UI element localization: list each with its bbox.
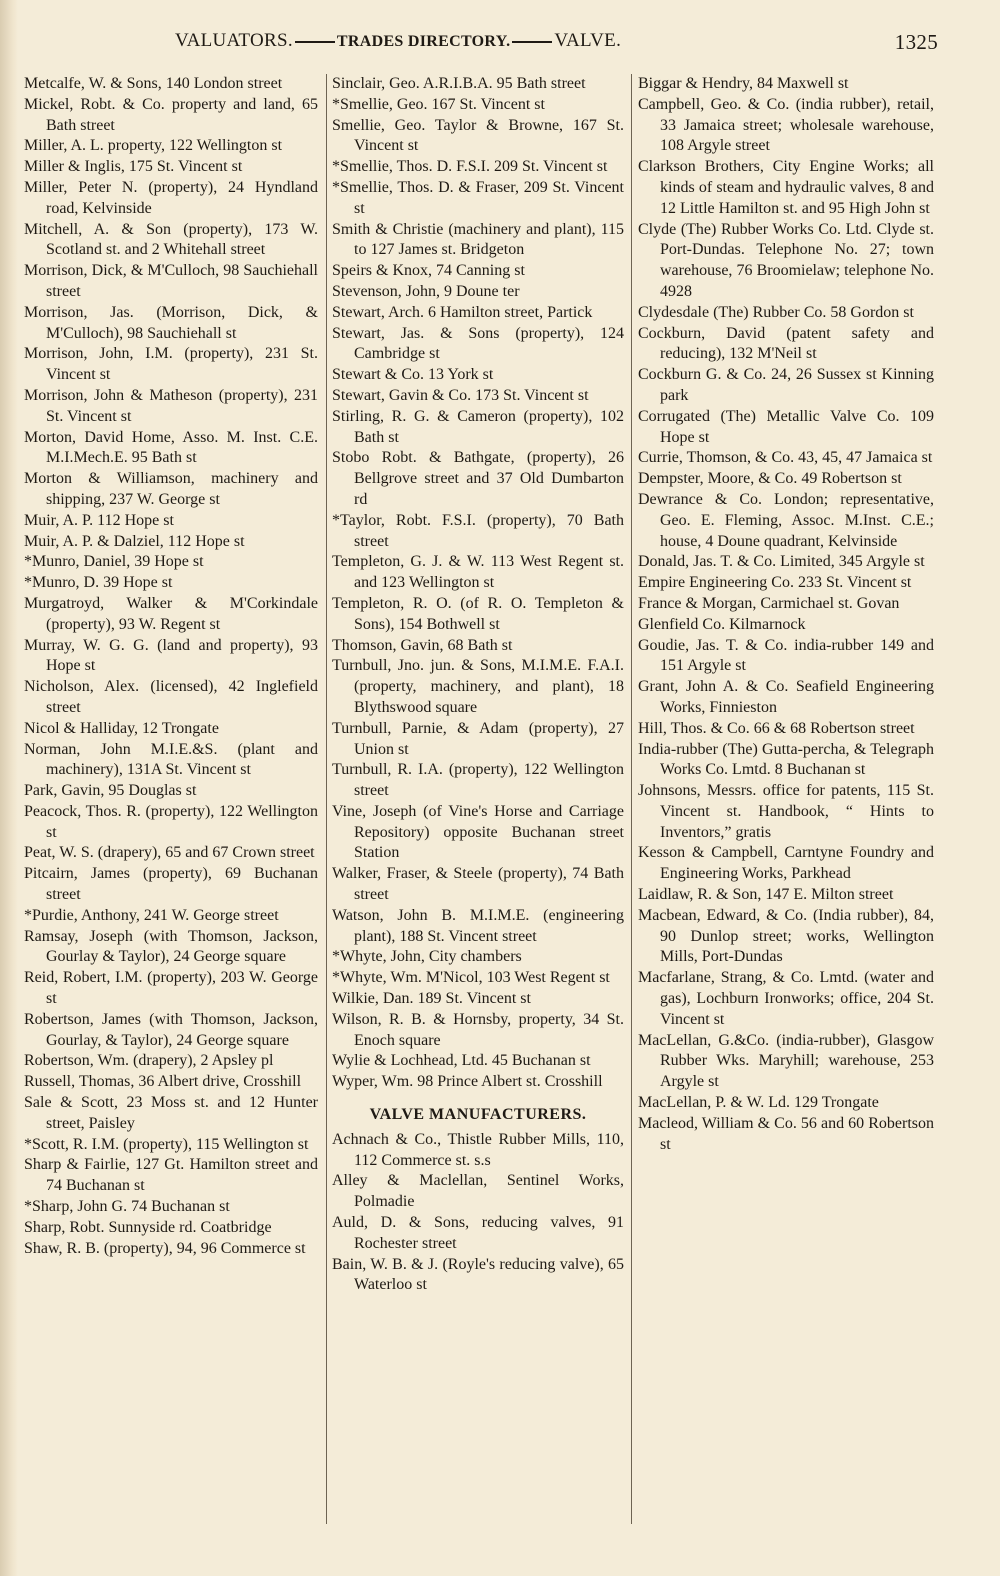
directory-entry: Templeton, G. J. & W. 113 West Regent st. and 123 Wellington st (332, 553, 624, 592)
header-rule (295, 41, 335, 43)
directory-entry: Wyper, Wm. 98 Prince Albert st. Crosshill (332, 1073, 603, 1091)
directory-entry: Bain, W. B. & J. (Royle's reducing valve), 65 Waterloo st (332, 1255, 624, 1294)
directory-entry: Turnbull, Parnie, & Adam (property), 27 Union st (332, 719, 624, 758)
directory-entry: *Scott, R. I.M. (property), 115 Wellington st (24, 1135, 309, 1153)
directory-entry: Cockburn G. & Co. 24, 26 Sussex st Kinning park (638, 366, 934, 404)
directory-entry: Donald, Jas. T. & Co. Limited, 345 Argyle st (638, 553, 925, 571)
running-header (175, 30, 938, 60)
directory-entry: *Taylor, Robt. F.S.I. (property), 70 Bath street (332, 511, 624, 550)
directory-entry: Morton, David Home, Asso. M. Inst. C.E. M.I.Mech.E. 95 Bath st (24, 428, 318, 467)
directory-entry: Macbean, Edward, & Co. (India rubber), 84, 90 Dunlop street; works, Wellington Mills, Port-Dundas (638, 906, 934, 966)
directory-entry: *Smellie, Thos. D. F.S.I. 209 St. Vincent st (332, 158, 608, 176)
directory-entry: Kesson & Campbell, Carntyne Foundry and Engineering Works, Parkhead (638, 844, 934, 883)
directory-entry: Sharp & Fairlie, 127 Gt. Hamilton street and 74 Buchanan st (24, 1156, 318, 1195)
directory-entry: Walker, Fraser, & Steele (property), 74 Bath street (332, 865, 624, 904)
directory-entry: Russell, Thomas, 36 Albert drive, Crosshill (24, 1073, 302, 1091)
section-heading: VALVE MANUFACTURERS. (369, 1106, 587, 1124)
directory-entry: MacLellan, G.&Co. (india-rubber), Glasgow Rubber Wks. Maryhill; warehouse, 253 Argyle st (638, 1031, 934, 1091)
directory-entry: Macfarlane, Strang, & Co. Lmtd. (water and gas), Lochburn Ironworks; office, 204 St. Vincent st (638, 969, 934, 1028)
directory-entry: Stevenson, John, 9 Doune ter (332, 282, 520, 300)
directory-entry: Stewart, Gavin & Co. 173 St. Vincent st (332, 386, 589, 404)
directory-entry: Peacock, Thos. R. (property), 122 Wellington st (24, 802, 318, 841)
directory-entry: Watson, John B. M.I.M.E. (engineering plant), 188 St. Vincent street (332, 906, 624, 945)
directory-entry: Park, Gavin, 95 Douglas st (24, 782, 197, 800)
directory-entry: Thomson, Gavin, 68 Bath st (332, 636, 513, 654)
column-1 (24, 74, 318, 1259)
directory-entry: Mickel, Robt. & Co. property and land, 65 Bath street (24, 95, 318, 134)
directory-entry: France & Morgan, Carmichael st. Govan (638, 594, 900, 612)
directory-entry: Murgatroyd, Walker & M'Corkindale (property), 93 W. Regent st (24, 594, 318, 633)
directory-entry: Morrison, Dick, & M'Culloch, 98 Sauchiehall street (24, 262, 318, 300)
directory-entry: Grant, John A. & Co. Seafield Engineering Works, Finnieston (638, 678, 934, 716)
directory-entry: Stobo Robt. & Bathgate, (property), 26 Bellgrove street and 37 Old Dumbarton rd (332, 449, 624, 508)
directory-entry: Robertson, James (with Thomson, Jackson, Gourlay, & Taylor), 24 George square (24, 1010, 318, 1049)
directory-entry: Currie, Thomson, & Co. 43, 45, 47 Jamaica st (638, 449, 933, 467)
directory-entry: Morton & Williamson, machinery and shipping, 237 W. George st (24, 470, 318, 508)
directory-entry: Miller & Inglis, 175 St. Vincent st (24, 158, 243, 176)
directory-entry: Murray, W. G. G. (land and property), 93 Hope st (24, 636, 318, 675)
directory-entry: Mitchell, A. & Son (property), 173 W. Scotland st. and 2 Whitehall street (24, 220, 318, 259)
directory-entry: *Munro, Daniel, 39 Hope st (24, 553, 204, 571)
directory-entry: Morrison, John, I.M. (property), 231 St. Vincent st (24, 345, 318, 384)
directory-entry: Turnbull, Jno. jun. & Sons, M.I.M.E. F.A.I. (property, machinery, and plant), 18 Blythswood square (332, 657, 624, 716)
header-text (175, 30, 621, 52)
directory-entry: Morrison, John & Matheson (property), 231 St. Vincent st (24, 386, 318, 425)
page-number: 1325 (894, 30, 938, 54)
header-center: TRADES DIRECTORY. (336, 33, 511, 50)
directory-entry: Smellie, Geo. Taylor & Browne, 167 St. Vincent st (332, 116, 624, 155)
directory-entry: Empire Engineering Co. 233 St. Vincent st (638, 574, 912, 592)
column-divider (631, 74, 632, 1524)
directory-entry: Peat, W. S. (drapery), 65 and 67 Crown street (24, 844, 315, 862)
section-entries (332, 1130, 624, 1296)
directory-entry: Corrugated (The) Metallic Valve Co. 109 Hope st (638, 407, 934, 446)
directory-entry: Clarkson Brothers, City Engine Works; all kinds of steam and hydraulic valves, 8 and 12 Little Hamilton st. and 95 High John st (638, 158, 934, 217)
directory-entry: *Whyte, Wm. M'Nicol, 103 West Regent st (332, 969, 610, 987)
directory-entry: Norman, John M.I.E.&S. (plant and machinery), 131A St. Vincent st (24, 740, 318, 779)
directory-entry: Ramsay, Joseph (with Thomson, Jackson, Gourlay & Taylor), 24 George square (24, 927, 318, 966)
directory-entry: Muir, A. P. & Dalziel, 112 Hope st (24, 532, 245, 550)
directory-entry: Turnbull, R. I.A. (property), 122 Wellington street (332, 761, 624, 800)
directory-entry: Clyde (The) Rubber Works Co. Ltd. Clyde st. Port-Dundas. Telephone No. 27; town warehouse, 76 Broomielaw; telephone No. 4928 (638, 220, 934, 300)
page-binding-edge (0, 0, 18, 1576)
directory-entry: Vine, Joseph (of Vine's Horse and Carriage Repository) opposite Buchanan street Station (332, 802, 624, 862)
directory-entry: Glenfield Co. Kilmarnock (638, 615, 806, 633)
directory-entry: Dempster, Moore, & Co. 49 Robertson st (638, 470, 902, 488)
directory-entry: Morrison, Jas. (Morrison, Dick, & M'Culloch), 98 Sauchiehall st (24, 303, 318, 342)
directory-entry: Metcalfe, W. & Sons, 140 London street (24, 75, 283, 92)
directory-entry: Stewart, Jas. & Sons (property), 124 Cambridge st (332, 324, 624, 363)
directory-entry: Speirs & Knox, 74 Canning st (332, 262, 525, 280)
directory-entry: Auld, D. & Sons, reducing valves, 91 Rochester street (332, 1214, 624, 1252)
directory-entry: Wilkie, Dan. 189 St. Vincent st (332, 990, 531, 1008)
directory-entry: Shaw, R. B. (property), 94, 96 Commerce st (24, 1239, 306, 1257)
header-left: VALUATORS. (175, 30, 293, 51)
header-right: VALVE. (554, 30, 622, 51)
directory-entry: Wilson, R. B. & Hornsby, property, 34 St. Enoch square (332, 1010, 624, 1049)
directory-entry: Pitcairn, James (property), 69 Buchanan street (24, 865, 318, 904)
directory-entry: Stewart, Arch. 6 Hamilton street, Partick (332, 303, 593, 321)
directory-entry: Cockburn, David (patent safety and reducing), 132 M'Neil st (638, 324, 934, 363)
directory-entry: *Purdie, Anthony, 241 W. George street (24, 906, 279, 924)
directory-entry: Macleod, William & Co. 56 and 60 Robertson st (638, 1114, 934, 1153)
directory-entry: *Smellie, Geo. 167 St. Vincent st (332, 95, 545, 113)
directory-entry: Sinclair, Geo. A.R.I.B.A. 95 Bath street (332, 75, 586, 92)
directory-entry: Alley & Maclellan, Sentinel Works, Polmadie (332, 1172, 624, 1211)
directory-entry: India-rubber (The) Gutta-percha, & Telegraph Works Co. Lmtd. 8 Buchanan st (638, 740, 934, 779)
directory-entry: Miller, A. L. property, 122 Wellington st (24, 137, 283, 155)
directory-entry: Nicol & Halliday, 12 Trongate (24, 719, 219, 737)
directory-entry: *Sharp, John G. 74 Buchanan st (24, 1198, 230, 1216)
directory-entry: Achnach & Co., Thistle Rubber Mills, 110, 112 Commerce st. s.s (332, 1130, 624, 1169)
directory-entry: *Smellie, Thos. D. & Fraser, 209 St. Vincent st (332, 178, 624, 217)
directory-entry: Biggar & Hendry, 84 Maxwell st (638, 75, 849, 92)
directory-entry: Smith & Christie (machinery and plant), 115 to 127 James st. Bridgeton (332, 220, 624, 259)
column-divider (326, 74, 327, 1524)
directory-entry: Nicholson, Alex. (licensed), 42 Inglefield street (24, 678, 318, 716)
directory-entry: Muir, A. P. 112 Hope st (24, 511, 174, 529)
directory-entry: Templeton, R. O. (of R. O. Templeton & Sons), 154 Bothwell st (332, 594, 624, 633)
header-rule (512, 41, 552, 43)
directory-entry: Wylie & Lochhead, Ltd. 45 Buchanan st (332, 1052, 591, 1070)
directory-entry: *Munro, D. 39 Hope st (24, 574, 173, 592)
directory-entry: Miller, Peter N. (property), 24 Hyndland road, Kelvinside (24, 178, 318, 217)
directory-entry: Robertson, Wm. (drapery), 2 Apsley pl (24, 1052, 274, 1070)
directory-entry: Stirling, R. G. & Cameron (property), 102 Bath st (332, 407, 624, 446)
directory-entry: Dewrance & Co. London; representative, Geo. E. Fleming, Assoc. M.Inst. C.E.; house, 4 Doune quadrant, Kelvinside (638, 490, 934, 550)
directory-entry: Sale & Scott, 23 Moss st. and 12 Hunter street, Paisley (24, 1094, 318, 1132)
column-2 (332, 74, 624, 1296)
directory-entry: Johnsons, Messrs. office for patents, 115 St. Vincent st. Handbook, “ Hints to Inventors,” gratis (638, 782, 934, 841)
directory-entry: Clydesdale (The) Rubber Co. 58 Gordon st (638, 303, 914, 321)
directory-entry: Stewart & Co. 13 York st (332, 366, 494, 384)
directory-entry: Laidlaw, R. & Son, 147 E. Milton street (638, 886, 894, 904)
directory-entry: Reid, Robert, I.M. (property), 203 W. George st (24, 969, 318, 1008)
directory-entry: Sharp, Robt. Sunnyside rd. Coatbridge (24, 1218, 272, 1236)
directory-entry: MacLellan, P. & W. Ld. 129 Trongate (638, 1094, 879, 1112)
column-2-entries (332, 74, 624, 1093)
directory-entry: *Whyte, John, City chambers (332, 948, 522, 966)
column-3 (638, 74, 934, 1155)
directory-entry: Campbell, Geo. & Co. (india rubber), retail, 33 Jamaica street; wholesale warehouse, 108 Argyle street (638, 95, 934, 155)
directory-entry: Goudie, Jas. T. & Co. india-rubber 149 and 151 Argyle st (638, 636, 934, 675)
directory-entry: Hill, Thos. & Co. 66 & 68 Robertson street (638, 719, 915, 737)
